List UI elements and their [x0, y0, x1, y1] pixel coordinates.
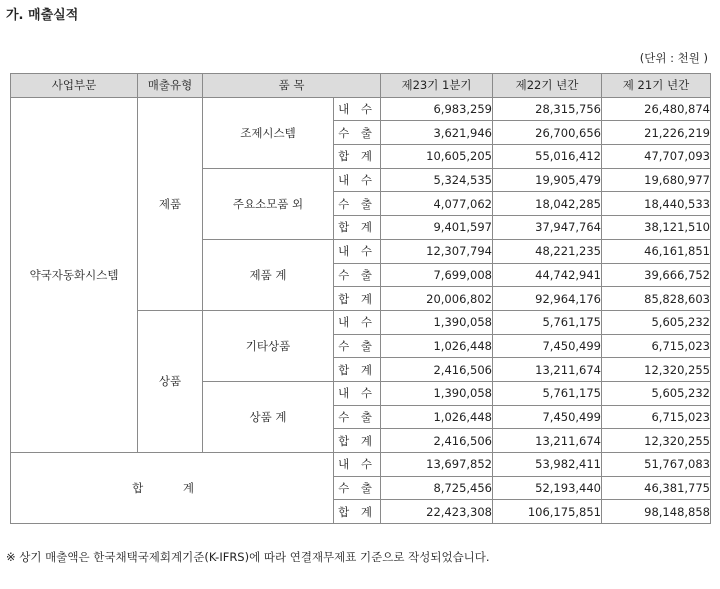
value-y21: 46,381,775 — [602, 476, 711, 500]
value-y21: 85,828,603 — [602, 287, 711, 311]
value-y21: 6,715,023 — [602, 334, 711, 358]
kind-export: 수 출 — [334, 476, 381, 500]
sales-table — [10, 73, 711, 524]
header-y21: 제 21기 년간 — [602, 74, 711, 98]
header-item: 품 목 — [203, 74, 381, 98]
value-q1: 4,077,062 — [381, 192, 493, 216]
value-y22: 18,042,285 — [493, 192, 602, 216]
value-y22: 28,315,756 — [493, 97, 602, 121]
value-y21: 6,715,023 — [602, 405, 711, 429]
header-division: 사업부문 — [11, 74, 138, 98]
value-y22: 13,211,674 — [493, 358, 602, 382]
value-q1: 5,324,535 — [381, 168, 493, 192]
section-heading: 가. 매출실적 — [6, 8, 79, 23]
value-q1: 13,697,852 — [381, 453, 493, 477]
kind-subtotal: 합 계 — [334, 358, 381, 382]
kind-subtotal: 합 계 — [334, 145, 381, 169]
value-y21: 26,480,874 — [602, 97, 711, 121]
value-y22: 106,175,851 — [493, 500, 602, 524]
table-row — [11, 453, 711, 477]
item-consumables-cell: 주요소모품 외 — [203, 168, 334, 239]
value-y22: 19,905,479 — [493, 168, 602, 192]
value-q1: 8,725,456 — [381, 476, 493, 500]
value-q1: 7,699,008 — [381, 263, 493, 287]
products-type-cell: 제품 — [138, 97, 203, 310]
kind-export: 수 출 — [334, 405, 381, 429]
kind-subtotal: 합 계 — [334, 500, 381, 524]
value-y21: 39,666,752 — [602, 263, 711, 287]
header-q1-23: 제23기 1분기 — [381, 74, 493, 98]
item-product-total-cell: 제품 계 — [203, 239, 334, 310]
merch-type-cell: 상품 — [138, 310, 203, 452]
value-y22: 26,700,656 — [493, 121, 602, 145]
value-y22: 48,221,235 — [493, 239, 602, 263]
value-q1: 12,307,794 — [381, 239, 493, 263]
value-y22: 5,761,175 — [493, 310, 602, 334]
value-y21: 18,440,533 — [602, 192, 711, 216]
kind-domestic: 내 수 — [334, 168, 381, 192]
value-y22: 53,982,411 — [493, 453, 602, 477]
value-q1: 10,605,205 — [381, 145, 493, 169]
value-q1: 1,026,448 — [381, 334, 493, 358]
value-y21: 12,320,255 — [602, 358, 711, 382]
value-y21: 38,121,510 — [602, 216, 711, 240]
value-q1: 2,416,506 — [381, 429, 493, 453]
value-y22: 7,450,499 — [493, 405, 602, 429]
value-q1: 3,621,946 — [381, 121, 493, 145]
kind-subtotal: 합 계 — [334, 429, 381, 453]
value-q1: 1,390,058 — [381, 381, 493, 405]
value-y21: 21,226,219 — [602, 121, 711, 145]
footnote: ※ 상기 매출액은 한국채택국제회계기준(K-IFRS)에 따라 연결재무제표 기준으로 작성되었습니다. — [6, 550, 490, 564]
item-merch-total-cell: 상품 계 — [203, 381, 334, 452]
kind-export: 수 출 — [334, 334, 381, 358]
header-sales-type: 매출유형 — [138, 74, 203, 98]
value-y22: 13,211,674 — [493, 429, 602, 453]
value-y21: 47,707,093 — [602, 145, 711, 169]
table-header-row — [11, 74, 711, 98]
value-q1: 22,423,308 — [381, 500, 493, 524]
kind-export: 수 출 — [334, 121, 381, 145]
value-y22: 5,761,175 — [493, 381, 602, 405]
value-q1: 9,401,597 — [381, 216, 493, 240]
kind-export: 수 출 — [334, 192, 381, 216]
value-y22: 37,947,764 — [493, 216, 602, 240]
value-y21: 46,161,851 — [602, 239, 711, 263]
value-y21: 19,680,977 — [602, 168, 711, 192]
value-q1: 1,390,058 — [381, 310, 493, 334]
value-y21: 51,767,083 — [602, 453, 711, 477]
kind-export: 수 출 — [334, 263, 381, 287]
header-y22: 제22기 년간 — [493, 74, 602, 98]
kind-subtotal: 합 계 — [334, 287, 381, 311]
value-q1: 20,006,802 — [381, 287, 493, 311]
grand-total-cell: 합 계 — [11, 453, 334, 524]
value-y21: 5,605,232 — [602, 381, 711, 405]
unit-note: (단위 : 천원 ) — [639, 51, 708, 65]
kind-domestic: 내 수 — [334, 97, 381, 121]
value-y21: 12,320,255 — [602, 429, 711, 453]
value-q1: 6,983,259 — [381, 97, 493, 121]
item-dispensing-cell: 조제시스템 — [203, 97, 334, 168]
kind-domestic: 내 수 — [334, 453, 381, 477]
kind-domestic: 내 수 — [334, 381, 381, 405]
value-y22: 52,193,440 — [493, 476, 602, 500]
value-y22: 44,742,941 — [493, 263, 602, 287]
kind-subtotal: 합 계 — [334, 216, 381, 240]
kind-domestic: 내 수 — [334, 310, 381, 334]
value-y22: 92,964,176 — [493, 287, 602, 311]
value-y21: 5,605,232 — [602, 310, 711, 334]
value-q1: 1,026,448 — [381, 405, 493, 429]
value-q1: 2,416,506 — [381, 358, 493, 382]
table-row — [11, 97, 711, 121]
value-y22: 7,450,499 — [493, 334, 602, 358]
kind-domestic: 내 수 — [334, 239, 381, 263]
division-cell: 약국자동화시스템 — [11, 97, 138, 452]
value-y21: 98,148,858 — [602, 500, 711, 524]
value-y22: 55,016,412 — [493, 145, 602, 169]
item-other-merch-cell: 기타상품 — [203, 310, 334, 381]
